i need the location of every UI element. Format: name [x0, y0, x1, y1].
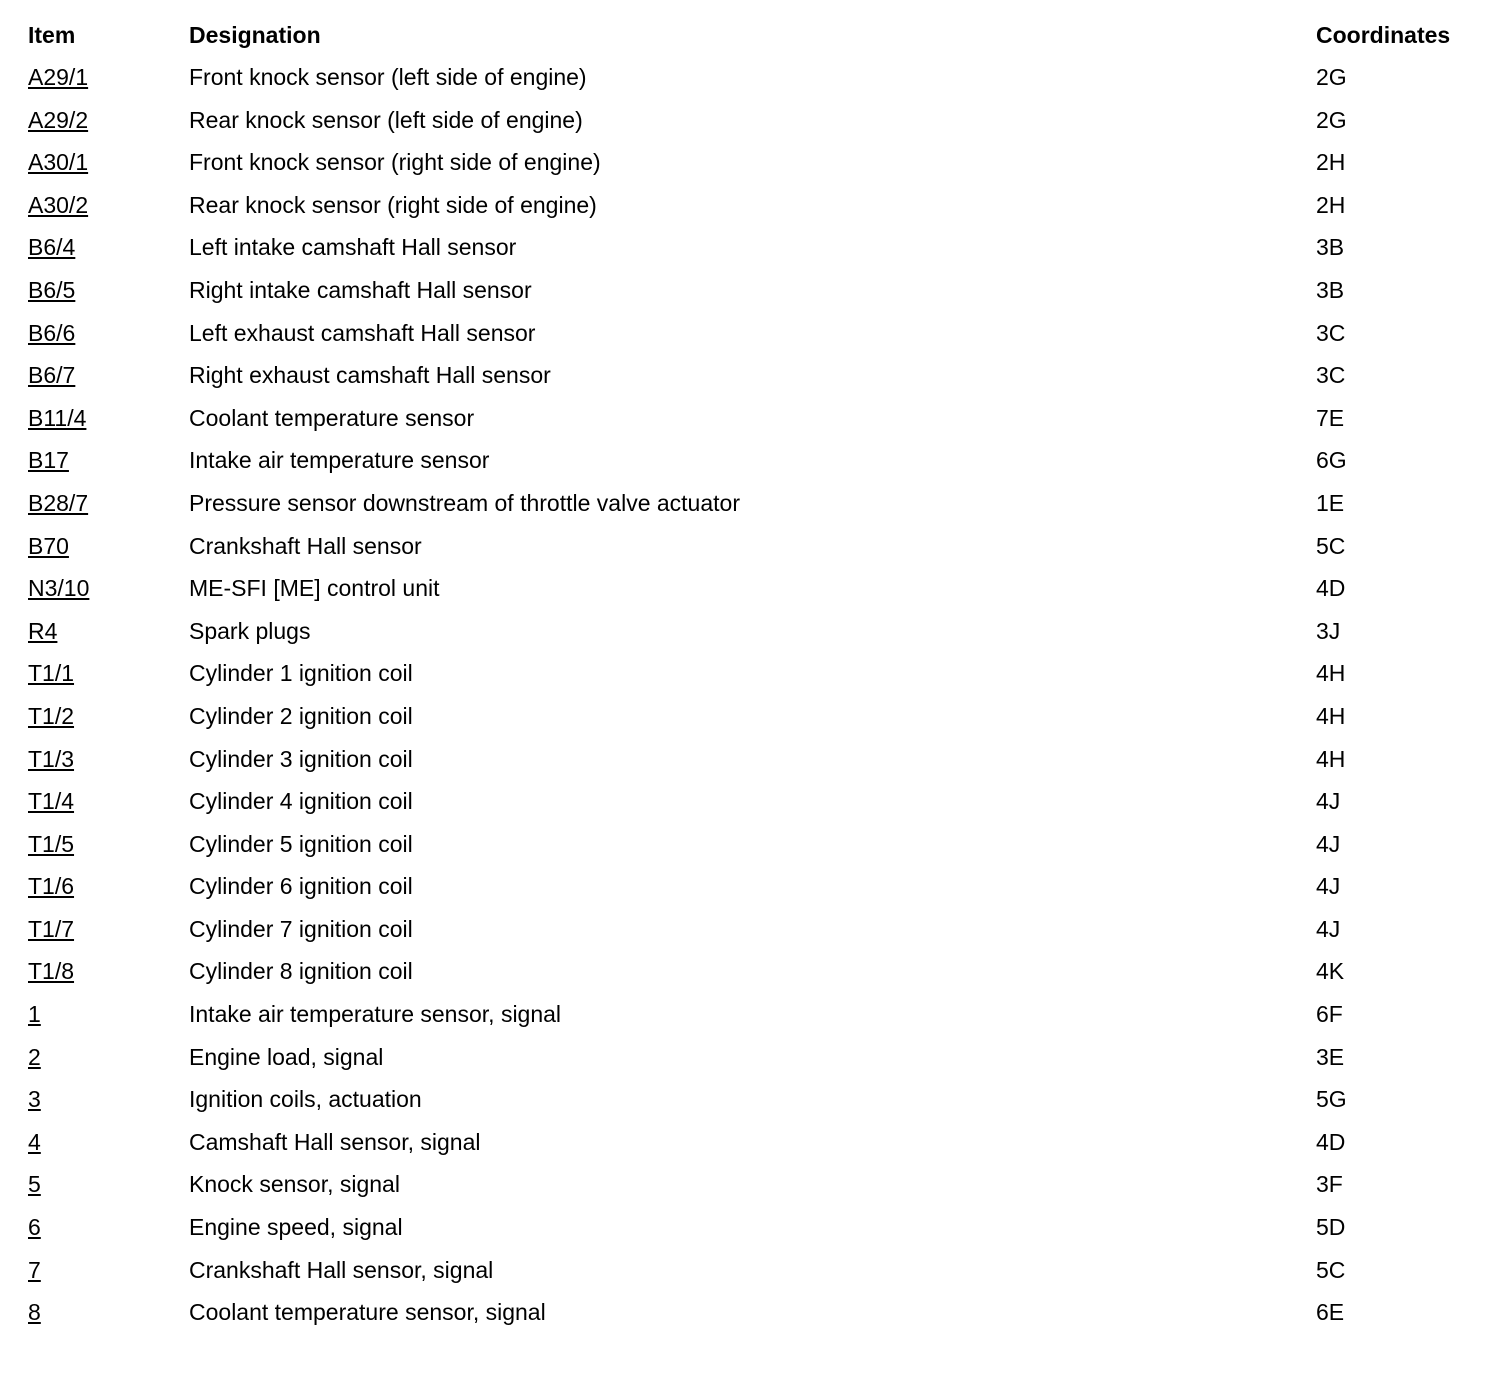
item-link[interactable]: T1/4: [28, 788, 75, 815]
item-cell: [28, 1128, 189, 1174]
designation-cell: Crankshaft Hall sensor: [189, 532, 422, 559]
table-row: [28, 833, 1478, 876]
item-link[interactable]: T1/6: [28, 873, 75, 900]
item-cell: [28, 702, 189, 748]
coordinates-column-header: Coordinates: [1316, 22, 1451, 48]
coordinates-cell: 2H: [1316, 149, 1346, 176]
designation-cell: Front knock sensor (left side of engine): [189, 64, 587, 90]
coordinates-cell: 3F: [1316, 1171, 1343, 1198]
table-row: [28, 790, 1478, 833]
designation-cell: Intake air temperature sensor, signal: [189, 1001, 562, 1028]
item-cell: [28, 404, 189, 450]
item-link[interactable]: N3/10: [28, 575, 90, 602]
designation-cell: Right intake camshaft Hall sensor: [189, 276, 532, 303]
coordinates-cell: 6F: [1316, 1001, 1343, 1028]
item-cell: [28, 915, 189, 961]
coordinates-cell: 4H: [1316, 745, 1346, 772]
designation-column-header: Designation: [189, 22, 321, 48]
table-row: [28, 705, 1478, 748]
table-row: [28, 407, 1478, 450]
table-row: [28, 620, 1478, 663]
coordinates-cell: 4J: [1316, 788, 1341, 815]
item-link[interactable]: B6/7: [28, 362, 76, 389]
item-cell: [28, 191, 189, 237]
coordinates-cell: 2G: [1316, 106, 1347, 133]
item-cell: [28, 830, 189, 876]
component-legend-table: [28, 24, 1478, 1344]
table-row: [28, 194, 1478, 237]
table-row: [28, 918, 1478, 961]
item-cell: [28, 617, 189, 663]
designation-cell: Coolant temperature sensor: [189, 404, 475, 431]
item-link[interactable]: 8: [28, 1299, 41, 1326]
coordinates-cell: 7E: [1316, 404, 1345, 431]
designation-cell: Cylinder 5 ignition coil: [189, 830, 413, 857]
table-row: [28, 1259, 1478, 1302]
table-row: [28, 364, 1478, 407]
item-link[interactable]: 7: [28, 1256, 41, 1283]
item-cell: [28, 364, 189, 407]
table-row: [28, 1003, 1478, 1046]
item-cell: [28, 151, 189, 194]
item-link[interactable]: T1/2: [28, 702, 75, 729]
designation-cell: Coolant temperature sensor, signal: [189, 1299, 546, 1326]
item-link[interactable]: 6: [28, 1214, 41, 1241]
table-row: [28, 577, 1478, 620]
designation-cell: Cylinder 1 ignition coil: [189, 660, 413, 687]
item-cell: [28, 1216, 189, 1259]
coordinates-cell: 4K: [1316, 958, 1345, 985]
designation-cell: Cylinder 2 ignition coil: [189, 702, 413, 729]
table-row: [28, 1131, 1478, 1174]
table-row: [28, 66, 1478, 109]
item-link[interactable]: B17: [28, 447, 69, 474]
item-link[interactable]: B6/6: [28, 319, 76, 346]
table-body: [28, 66, 1478, 1344]
item-cell: [28, 960, 189, 1003]
designation-cell: Spark plugs: [189, 617, 311, 644]
item-link[interactable]: A29/2: [28, 106, 89, 133]
item-link[interactable]: A30/2: [28, 191, 89, 218]
item-cell: [28, 662, 189, 705]
item-cell: [28, 319, 189, 365]
header-row: [28, 24, 1478, 66]
table-row: [28, 1046, 1478, 1089]
item-cell: [28, 1043, 189, 1089]
item-link[interactable]: 3: [28, 1086, 41, 1113]
designation-cell: Engine load, signal: [189, 1043, 384, 1070]
designation-cell: Crankshaft Hall sensor, signal: [189, 1256, 494, 1283]
item-link[interactable]: B6/5: [28, 276, 76, 303]
designation-cell: Left exhaust camshaft Hall sensor: [189, 319, 536, 346]
coordinates-cell: 3E: [1316, 1043, 1345, 1070]
designation-cell: Rear knock sensor (left side of engine): [189, 106, 583, 133]
designation-cell: Rear knock sensor (right side of engine): [189, 191, 597, 218]
coordinates-cell: 5G: [1316, 1086, 1347, 1113]
coordinates-cell: 1E: [1316, 489, 1345, 516]
item-cell: [28, 1256, 189, 1302]
designation-cell: Engine speed, signal: [189, 1214, 403, 1241]
coordinates-cell: 3B: [1316, 276, 1345, 303]
designation-cell: Right exhaust camshaft Hall sensor: [189, 362, 551, 389]
table-row: [28, 875, 1478, 918]
coordinates-cell: 3C: [1316, 362, 1346, 389]
item-cell: [28, 532, 189, 578]
item-link[interactable]: T1/8: [28, 958, 75, 985]
designation-cell: ME-SFI [ME] control unit: [189, 575, 440, 602]
designation-cell: Knock sensor, signal: [189, 1171, 400, 1198]
table-row: [28, 535, 1478, 578]
coordinates-cell: 5C: [1316, 532, 1346, 559]
table-row: [28, 1088, 1478, 1131]
item-link[interactable]: T1/7: [28, 915, 75, 942]
table-row: [28, 662, 1478, 705]
coordinates-cell: 3C: [1316, 319, 1346, 346]
item-cell: [28, 790, 189, 833]
item-cell: [28, 875, 189, 918]
item-link[interactable]: T1/5: [28, 830, 75, 857]
item-link[interactable]: 2: [28, 1043, 41, 1070]
table-row: [28, 449, 1478, 492]
item-cell: [28, 276, 189, 322]
coordinates-cell: 2G: [1316, 64, 1347, 90]
item-column-header: Item: [28, 22, 76, 48]
coordinates-cell: 4J: [1316, 873, 1341, 900]
designation-cell: Pressure sensor downstream of throttle valve actuator: [189, 489, 740, 516]
item-cell: [28, 236, 189, 279]
item-link[interactable]: B11/4: [28, 404, 87, 431]
item-cell: [28, 1301, 189, 1344]
item-cell: [28, 577, 189, 620]
table-row: [28, 748, 1478, 791]
item-cell: [28, 489, 189, 535]
table-row: [28, 151, 1478, 194]
item-link[interactable]: B70: [28, 532, 69, 559]
item-link[interactable]: A30/1: [28, 149, 89, 176]
table-row: [28, 236, 1478, 279]
item-cell: [28, 1173, 189, 1216]
designation-cell: Cylinder 4 ignition coil: [189, 788, 413, 815]
item-cell: [28, 106, 189, 152]
designation-cell: Cylinder 8 ignition coil: [189, 958, 413, 985]
table-row: [28, 1173, 1478, 1216]
designation-cell: Cylinder 6 ignition coil: [189, 873, 413, 900]
coordinates-cell: 6E: [1316, 1299, 1345, 1326]
coordinates-cell: 6G: [1316, 447, 1347, 474]
designation-cell: Cylinder 7 ignition coil: [189, 915, 413, 942]
coordinates-cell: 4D: [1316, 1128, 1346, 1155]
item-cell: [28, 745, 189, 791]
coordinates-cell: 5D: [1316, 1214, 1346, 1241]
designation-cell: Cylinder 3 ignition coil: [189, 745, 413, 772]
item-cell: [28, 1088, 189, 1131]
item-cell: [28, 449, 189, 492]
coordinates-cell: 4H: [1316, 660, 1346, 687]
item-cell: [28, 1003, 189, 1046]
designation-cell: Intake air temperature sensor: [189, 447, 490, 474]
table-row: [28, 1301, 1478, 1344]
table-header: [28, 24, 1478, 66]
table-row: [28, 279, 1478, 322]
table-row: [28, 322, 1478, 365]
item-link[interactable]: B6/4: [28, 234, 76, 261]
table-row: [28, 109, 1478, 152]
designation-cell: Ignition coils, actuation: [189, 1086, 422, 1113]
table-row: [28, 1216, 1478, 1259]
item-link[interactable]: B28/7: [28, 489, 89, 516]
item-link[interactable]: T1/1: [28, 660, 75, 687]
coordinates-cell: 2H: [1316, 191, 1346, 218]
item-cell: [28, 66, 189, 109]
coordinates-cell: 4J: [1316, 915, 1341, 942]
coordinates-cell: 5C: [1316, 1256, 1346, 1283]
designation-cell: Front knock sensor (right side of engine): [189, 149, 601, 176]
coordinates-cell: 3B: [1316, 234, 1345, 261]
table-row: [28, 960, 1478, 1003]
coordinates-cell: 4D: [1316, 575, 1346, 602]
coordinates-cell: 4J: [1316, 830, 1341, 857]
coordinates-cell: 4H: [1316, 702, 1346, 729]
item-link[interactable]: 1: [28, 1001, 41, 1028]
item-link[interactable]: T1/3: [28, 745, 75, 772]
table-row: [28, 492, 1478, 535]
item-link[interactable]: 4: [28, 1128, 41, 1155]
item-link[interactable]: A29/1: [28, 64, 89, 90]
coordinates-cell: 3J: [1316, 617, 1341, 644]
designation-cell: Camshaft Hall sensor, signal: [189, 1128, 481, 1155]
designation-cell: Left intake camshaft Hall sensor: [189, 234, 517, 261]
item-link[interactable]: 5: [28, 1171, 41, 1198]
item-link[interactable]: R4: [28, 617, 58, 644]
